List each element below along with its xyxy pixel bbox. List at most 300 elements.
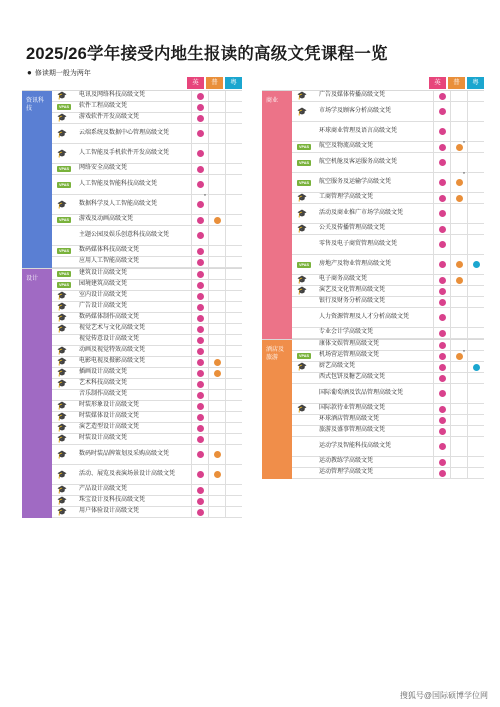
program-name: 插画设计高级文凭 (79, 369, 128, 376)
availability-dot-icon (439, 470, 446, 477)
program-label-cell (52, 246, 191, 256)
program-label-cell (52, 496, 191, 506)
language-cell-cantonese (467, 426, 484, 436)
language-cell-cantonese (467, 328, 484, 338)
language-cell-english (433, 286, 450, 296)
program-label-cell (52, 280, 191, 290)
program-row (292, 426, 484, 437)
program-name: 广告及媒体传播高级文凭 (319, 92, 386, 99)
language-cell-mandarin (450, 122, 467, 141)
language-cell-english (433, 204, 450, 223)
program-label-cell (292, 404, 433, 414)
language-cell-mandarin (208, 445, 225, 464)
program-name: 航空及物流高级文凭 (319, 143, 374, 150)
program-label-cell (292, 313, 433, 323)
language-cell-english (433, 340, 450, 350)
graduation-cap-icon: 🎓 (57, 434, 67, 443)
availability-dot-icon (439, 128, 446, 135)
program-name: 数码媒体制作高级文凭 (79, 314, 140, 321)
availability-dot-icon (439, 226, 446, 233)
program-name: 产品设计高级文凭 (79, 486, 128, 493)
language-cell-mandarin (450, 384, 467, 403)
language-cell-cantonese (467, 308, 484, 327)
program-name: 机场营运管理高级文凭 (319, 352, 380, 359)
program-name: 公关及传播管理高级文凭 (319, 225, 386, 232)
language-cell-cantonese (467, 142, 484, 152)
language-cell-cantonese (467, 362, 484, 372)
language-cell-english (433, 373, 450, 383)
availability-dot-icon (197, 392, 204, 399)
language-cell-cantonese (225, 113, 242, 123)
language-cell-cantonese (467, 275, 484, 285)
program-name: 西式包饼及糖艺高级文凭 (319, 374, 386, 381)
program-tag (57, 380, 73, 388)
language-cell-mandarin (208, 507, 225, 517)
availability-dot-icon (197, 271, 204, 278)
header-cantonese: 粤 (467, 77, 484, 89)
program-label-cell (292, 340, 433, 350)
graduation-cap-icon: 🎓 (57, 469, 67, 479)
program-row (52, 175, 242, 195)
program-name: 电影电视及摄影高级文凭 (79, 358, 146, 365)
program-row (292, 328, 484, 339)
program-name: 银行及财务分析高级文凭 (319, 298, 386, 305)
program-label-cell (292, 275, 433, 285)
program-name: 游戏软件开发高级文凭 (79, 114, 140, 121)
language-cell-english (191, 401, 208, 411)
right-table (262, 77, 484, 479)
vpas-badge: VPAS (298, 262, 310, 267)
program-tag (57, 104, 73, 110)
availability-dot-icon (439, 406, 446, 413)
language-cell-cantonese (225, 246, 242, 256)
language-cell-mandarin (208, 496, 225, 506)
vpas-badge: VPAS (58, 249, 70, 253)
language-cell-cantonese (225, 465, 242, 484)
program-label-cell (52, 423, 191, 433)
program-tag (57, 508, 73, 516)
graduation-cap-icon: 🎓 (57, 357, 67, 366)
language-cell-mandarin (450, 351, 467, 361)
language-cell-english (433, 297, 450, 307)
graduation-cap-icon: 🎓 (57, 485, 67, 494)
program-label-cell (52, 149, 191, 159)
availability-dot-icon (439, 288, 446, 295)
language-cell-cantonese (225, 226, 242, 245)
language-cell-english (191, 412, 208, 422)
language-cell-mandarin (208, 175, 225, 194)
header-mandarin: 普 (448, 77, 465, 89)
language-cell-cantonese (467, 384, 484, 403)
program-row (52, 195, 242, 215)
program-name: 动画及视觉特效高级文凭 (79, 347, 146, 354)
language-cell-english (191, 280, 208, 290)
language-cell-english (433, 142, 450, 152)
program-row (52, 335, 242, 346)
language-cell-mandarin (450, 468, 467, 478)
program-name: 视觉艺术与文化高级文凭 (79, 325, 146, 332)
availability-dot-icon (439, 144, 446, 151)
program-name: 人工智能及智能科技高级文凭 (79, 180, 158, 187)
availability-dot-icon (439, 195, 446, 202)
availability-dot-icon (197, 509, 204, 516)
language-cell-english (433, 102, 450, 121)
availability-dot-icon (197, 359, 204, 366)
asterisk-icon: * (463, 141, 465, 147)
language-cell-english (433, 426, 450, 436)
program-label-cell (52, 291, 191, 301)
program-name: 时装形象设计高级文凭 (79, 402, 140, 409)
vpas-badge: VPAS (58, 218, 70, 222)
language-cell-english (191, 485, 208, 495)
language-cell-cantonese (467, 235, 484, 254)
language-cell-mandarin (208, 291, 225, 301)
program-row (52, 324, 242, 335)
language-cell-english (433, 362, 450, 372)
language-cell-english (191, 175, 208, 194)
program-row (292, 415, 484, 426)
graduation-cap-icon: 🎓 (297, 224, 307, 233)
program-row (52, 246, 242, 257)
program-label-cell (52, 129, 191, 139)
program-label-cell (52, 379, 191, 389)
graduation-cap-icon: 🎓 (297, 275, 307, 284)
availability-dot-icon (439, 299, 446, 306)
program-tag (57, 413, 73, 421)
program-name: 园境建筑高级文凭 (79, 281, 128, 288)
program-row (292, 173, 484, 193)
program-name: 康体文娱管理高级文凭 (319, 341, 380, 348)
language-cell-english (433, 275, 450, 285)
vpas-badge: VPAS (298, 354, 310, 358)
language-cell-english (433, 415, 450, 425)
program-row (292, 384, 484, 404)
graduation-cap-icon: 🎓 (297, 193, 307, 202)
program-name: 环球商业管理及语言高级文凭 (319, 127, 398, 134)
program-row (52, 496, 242, 507)
program-tag (57, 471, 73, 479)
program-label-cell (52, 470, 191, 480)
language-cell-cantonese (467, 351, 484, 361)
program-label-cell (52, 215, 191, 225)
graduation-cap-icon: 🎓 (57, 113, 67, 122)
language-cell-mandarin (450, 173, 467, 192)
program-row (292, 362, 484, 373)
language-cell-cantonese (225, 144, 242, 163)
language-cell-english (191, 246, 208, 256)
graduation-cap-icon: 🎓 (57, 412, 67, 421)
graduation-cap-icon: 🎓 (57, 291, 67, 300)
program-row (292, 351, 484, 362)
language-cell-mandarin (450, 286, 467, 296)
program-row (52, 485, 242, 496)
graduation-cap-icon: 🎓 (297, 208, 307, 218)
availability-dot-icon (456, 179, 463, 186)
program-name: 旅游及盛事管理高级文凭 (319, 427, 386, 434)
availability-dot-icon (456, 350, 465, 360)
program-tag (57, 166, 73, 172)
program-row (52, 357, 242, 368)
program-tag (57, 369, 73, 377)
language-cell-mandarin (450, 308, 467, 327)
program-row (52, 507, 242, 518)
program-name: 电子商务高级文凭 (319, 276, 368, 283)
language-cell-english (191, 357, 208, 367)
section-band-label: 商业 (262, 91, 292, 339)
program-tag (57, 271, 73, 277)
program-name: 珠宝设计及科技高级文凭 (79, 497, 146, 504)
program-row (52, 313, 242, 324)
availability-dot-icon (197, 451, 204, 458)
program-name: 用户体验设计高级文凭 (79, 508, 140, 515)
language-cell-mandarin (208, 313, 225, 323)
program-label-cell (52, 335, 191, 345)
language-cell-english (433, 193, 450, 203)
language-cell-mandarin (208, 401, 225, 411)
language-cell-english (191, 124, 208, 143)
language-cell-mandarin (208, 246, 225, 256)
program-row (52, 124, 242, 144)
program-name: 运动管理学高级文凭 (319, 469, 374, 476)
language-cell-english (191, 507, 208, 517)
program-tag (297, 262, 313, 268)
language-cell-english (191, 269, 208, 279)
availability-dot-icon (439, 210, 446, 217)
vpas-badge: VPAS (58, 105, 70, 109)
program-label-cell (52, 434, 191, 444)
language-cell-english (191, 335, 208, 345)
vpas-badge: VPAS (298, 145, 310, 149)
program-name: 工商管理学高级文凭 (319, 194, 374, 201)
language-cell-english (191, 496, 208, 506)
program-row (52, 390, 242, 401)
program-row (52, 379, 242, 390)
program-label-cell (52, 324, 191, 334)
language-cell-english (433, 437, 450, 456)
language-cell-mandarin (450, 328, 467, 338)
language-cell-cantonese (225, 390, 242, 400)
program-label-cell (292, 426, 433, 436)
language-cell-mandarin (450, 404, 467, 414)
program-row (52, 465, 242, 485)
language-cell-english (433, 404, 450, 414)
language-cell-mandarin (450, 275, 467, 285)
graduation-cap-icon: 🎓 (57, 128, 67, 138)
availability-dot-icon (197, 217, 204, 224)
language-cell-mandarin (450, 437, 467, 456)
language-cell-mandarin (208, 302, 225, 312)
program-row (292, 91, 484, 102)
language-cell-mandarin (208, 215, 225, 225)
program-tag (297, 363, 313, 371)
language-cell-mandarin (208, 423, 225, 433)
language-cell-mandarin (450, 91, 467, 101)
language-cell-english (433, 468, 450, 478)
program-row (292, 275, 484, 286)
program-row (292, 153, 484, 173)
language-cell-cantonese (467, 468, 484, 478)
language-cell-mandarin (208, 257, 225, 267)
page-title: 2025/26学年接受内地生报读的高级文凭课程一览 (26, 45, 388, 63)
program-tag (297, 405, 313, 413)
program-label-cell (52, 346, 191, 356)
graduation-cap-icon: 🎓 (57, 313, 67, 322)
program-name: 专业会计学高级文凭 (319, 329, 374, 336)
language-cell-cantonese (225, 91, 242, 101)
language-cell-english (191, 434, 208, 444)
program-label-cell (292, 457, 433, 467)
language-cell-cantonese (225, 195, 242, 214)
language-cell-cantonese (467, 193, 484, 203)
watermark-footer: 搜狐号@国际硕博学位网 (399, 691, 488, 700)
language-cell-cantonese (225, 102, 242, 112)
program-label-cell (292, 286, 433, 296)
language-cell-english (191, 226, 208, 245)
program-tag (57, 130, 73, 138)
graduation-cap-icon: 🎓 (57, 423, 67, 432)
language-cell-cantonese (467, 286, 484, 296)
program-name: 环球酒店管理高级文凭 (319, 416, 380, 423)
program-label-cell (292, 91, 433, 101)
program-name: 活动、展览及表演场景设计高级文凭 (79, 470, 176, 477)
section-band-label: 资讯科技 (22, 91, 52, 268)
program-row (52, 346, 242, 357)
language-cell-cantonese (225, 324, 242, 334)
program-name: 活动及商业推广市场学高级文凭 (319, 209, 404, 216)
language-cell-english (433, 122, 450, 141)
language-cell-english (191, 346, 208, 356)
availability-dot-icon (439, 375, 446, 382)
program-label-cell (52, 390, 191, 400)
program-label-cell (52, 313, 191, 323)
availability-dot-icon (439, 241, 446, 248)
language-cell-mandarin (450, 102, 467, 121)
availability-dot-icon (439, 417, 446, 424)
language-cell-cantonese (225, 215, 242, 225)
language-cell-mandarin (208, 124, 225, 143)
language-cell-english (433, 91, 450, 101)
program-name: 航空机舱及客运服务高级文凭 (319, 158, 398, 165)
language-cell-mandarin (208, 335, 225, 345)
availability-dot-icon (197, 150, 204, 157)
availability-dot-icon (197, 293, 204, 300)
program-name: 主题公园及娱乐创意科技高级文凭 (79, 231, 170, 238)
program-section (262, 339, 484, 479)
program-label-cell (52, 269, 191, 279)
language-cell-mandarin (208, 269, 225, 279)
program-name: 航空服务及运输学高级文凭 (319, 178, 392, 185)
program-name: 零售及电子商贸管理高级文凭 (319, 240, 398, 247)
program-tag (57, 248, 73, 254)
availability-dot-icon (439, 364, 446, 371)
availability-dot-icon (197, 130, 204, 137)
asterisk-icon: * (204, 194, 206, 200)
vpas-badge: VPAS (58, 167, 70, 171)
header-mandarin: 普 (206, 77, 223, 89)
program-name: 人工智能及手机软件开发高级文凭 (79, 149, 170, 156)
vpas-badge: VPAS (298, 160, 310, 165)
program-label-cell (292, 127, 433, 137)
language-cell-mandarin (208, 102, 225, 112)
program-label-cell (52, 180, 191, 190)
program-row (292, 255, 484, 275)
language-cell-cantonese (225, 175, 242, 194)
vpas-badge: VPAS (58, 283, 70, 287)
program-name: 数码媒体科技高级文凭 (79, 247, 140, 254)
language-cell-cantonese (225, 357, 242, 367)
language-cell-mandarin (450, 153, 467, 172)
program-tag (57, 451, 73, 459)
language-cell-cantonese (467, 437, 484, 456)
language-cell-cantonese (225, 368, 242, 378)
program-row (52, 368, 242, 379)
program-tag (297, 160, 313, 166)
header-english: 英 (429, 77, 446, 89)
program-tag (57, 114, 73, 122)
availability-dot-icon (456, 195, 463, 202)
program-row (292, 142, 484, 153)
availability-dot-icon (197, 93, 204, 100)
language-cell-cantonese (467, 173, 484, 192)
program-row (52, 144, 242, 164)
program-row (52, 113, 242, 124)
availability-dot-icon (197, 381, 204, 388)
program-name: 运动教练学高级文凭 (319, 458, 374, 465)
header-cantonese: 粤 (225, 77, 242, 89)
graduation-cap-icon: 🎓 (57, 324, 67, 333)
program-row (52, 215, 242, 226)
language-cell-mandarin (450, 224, 467, 234)
language-cell-mandarin (450, 297, 467, 307)
program-name: 广告设计高级文凭 (79, 303, 128, 310)
language-cell-english (433, 255, 450, 274)
language-cell-mandarin (208, 379, 225, 389)
availability-dot-icon (197, 498, 204, 505)
language-cell-mandarin (450, 457, 467, 467)
program-name: 房地产及物业管理高级文凭 (319, 260, 392, 267)
program-label-cell (52, 412, 191, 422)
program-label-cell (52, 113, 191, 123)
language-cell-english (191, 390, 208, 400)
language-cell-cantonese (225, 302, 242, 312)
language-cell-english (191, 445, 208, 464)
language-cell-mandarin (450, 415, 467, 425)
language-cell-cantonese (225, 507, 242, 517)
program-row (292, 286, 484, 297)
language-cell-mandarin (208, 226, 225, 245)
graduation-cap-icon: 🎓 (297, 106, 307, 116)
availability-dot-icon (439, 330, 446, 337)
program-label-cell (292, 442, 433, 452)
availability-dot-icon (197, 403, 204, 410)
graduation-cap-icon: 🎓 (57, 379, 67, 388)
program-label-cell (52, 450, 191, 460)
program-label-cell (292, 389, 433, 399)
language-cell-english (191, 102, 208, 112)
program-label-cell (292, 193, 433, 203)
availability-dot-icon (214, 217, 221, 224)
program-label-cell (52, 368, 191, 378)
language-cell-mandarin (208, 390, 225, 400)
program-tag (57, 282, 73, 288)
program-tag (297, 180, 313, 186)
language-cell-english (191, 313, 208, 323)
program-label-cell (292, 415, 433, 425)
program-name: 时装设计高级文凭 (79, 435, 128, 442)
availability-dot-icon (439, 353, 446, 360)
availability-dot-icon (473, 364, 480, 371)
program-label-cell (292, 178, 433, 188)
